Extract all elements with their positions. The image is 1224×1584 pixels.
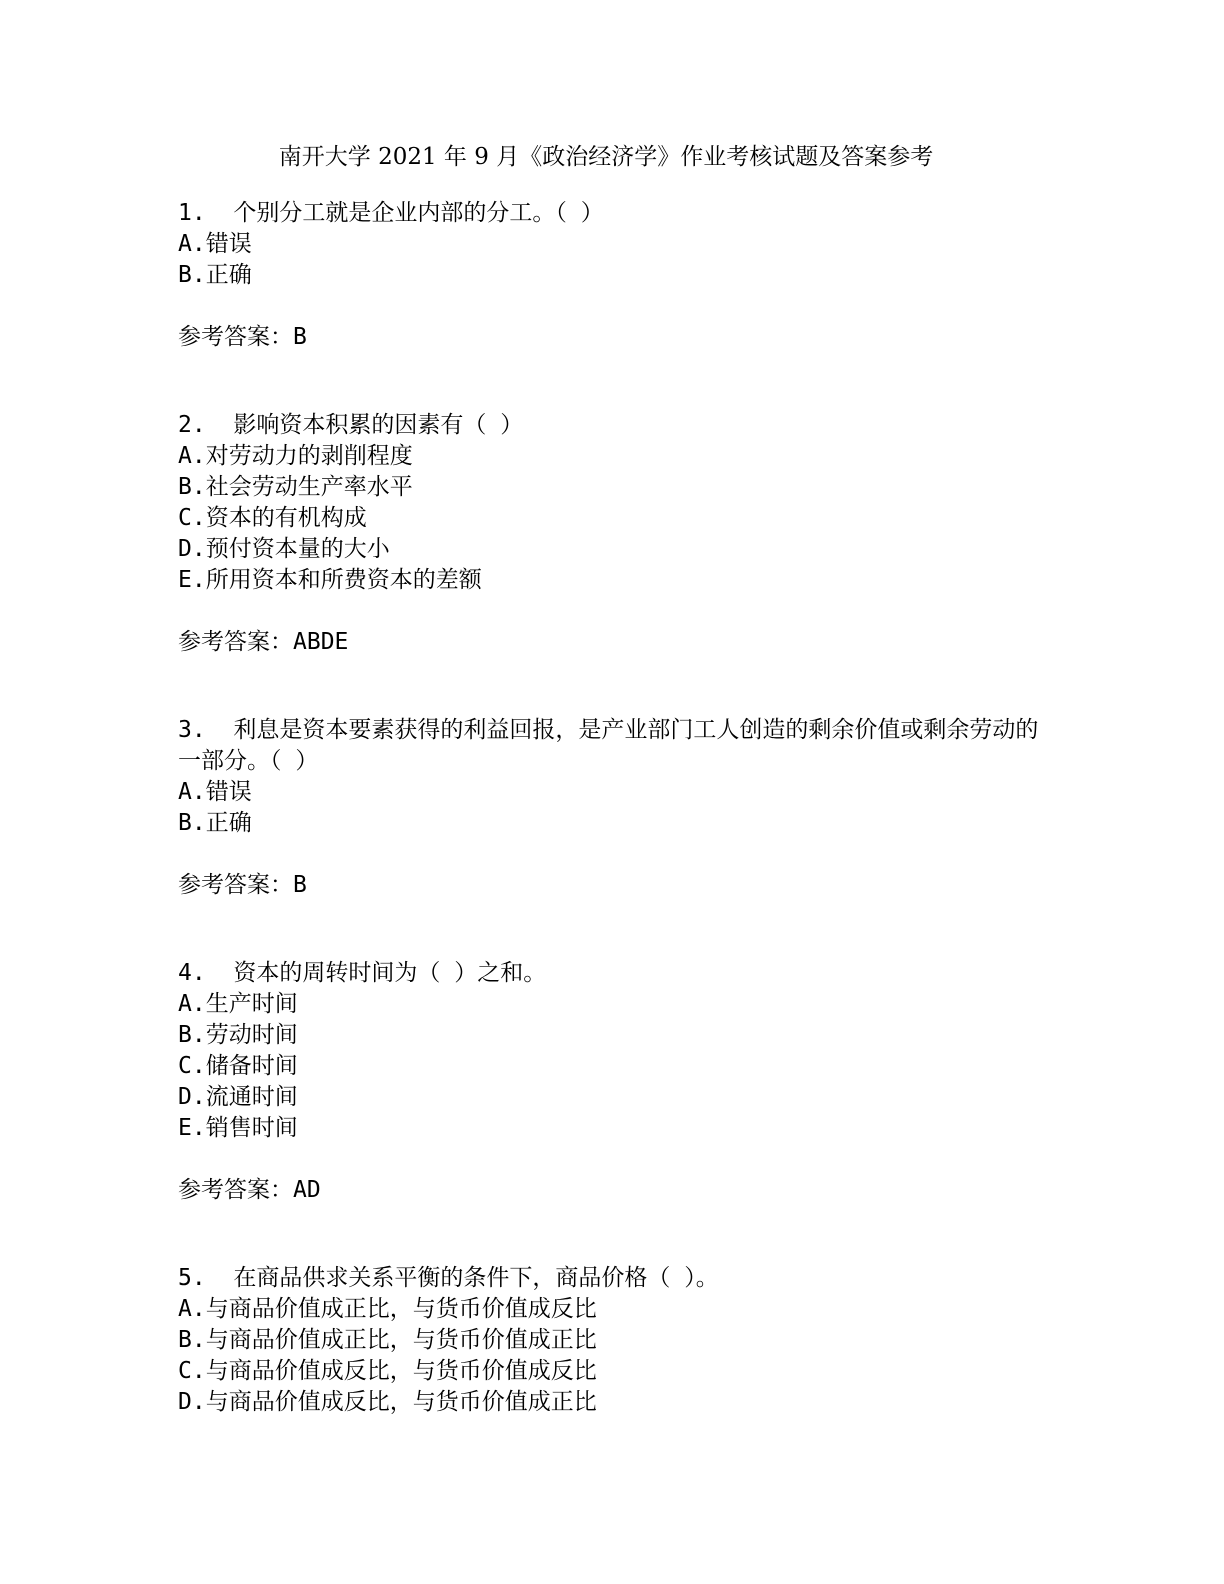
- answer-value: ABDE: [293, 629, 349, 655]
- question-4: [178, 958, 1048, 1206]
- question-number: 1.: [178, 200, 206, 226]
- answer-label: 参考答案：: [178, 872, 293, 898]
- reference-answer: [178, 1175, 1048, 1206]
- option-d: D.与商品价值成反比，与货币价值成正比: [178, 1389, 597, 1415]
- question-text: [178, 198, 1048, 229]
- option-e: E.销售时间: [178, 1115, 298, 1141]
- answer-value: AD: [293, 1177, 321, 1203]
- question-stem: 影响资本积累的因素有（ ）: [233, 412, 524, 438]
- option-a: A.错误: [178, 779, 252, 805]
- option-a: A.生产时间: [178, 991, 298, 1017]
- question-number: 2.: [178, 412, 206, 438]
- answer-value: B: [293, 324, 307, 350]
- reference-answer: [178, 627, 1048, 658]
- option-a: A.对劳动力的剥削程度: [178, 443, 413, 469]
- question-list: [178, 198, 1048, 1418]
- option-e: E.所用资本和所费资本的差额: [178, 567, 482, 593]
- reference-answer: [178, 322, 1048, 353]
- question-stem: 利息是资本要素获得的利益回报，是产业部门工人创造的剩余价值或剩余劳动的一部分。（ ）: [178, 717, 1039, 774]
- question-number: 4.: [178, 960, 206, 986]
- option-d: D.预付资本量的大小: [178, 536, 390, 562]
- question-2: [178, 410, 1048, 658]
- option-c: C.与商品价值成反比，与货币价值成反比: [178, 1358, 597, 1384]
- option-c: C.资本的有机构成: [178, 505, 367, 531]
- page-title: 南开大学 2021 年 9 月《政治经济学》作业考核试题及答案参考: [278, 144, 934, 170]
- answer-value: B: [293, 872, 307, 898]
- question-stem: 在商品供求关系平衡的条件下，商品价格（ ）。: [233, 1265, 719, 1291]
- question-stem: 资本的周转时间为（ ）之和。: [233, 960, 547, 986]
- question-text: [178, 958, 1048, 989]
- option-d: D.流通时间: [178, 1084, 298, 1110]
- question-3: [178, 715, 1048, 901]
- question-stem: 个别分工就是企业内部的分工。（ ）: [233, 200, 604, 226]
- option-b: B.劳动时间: [178, 1022, 298, 1048]
- option-b: B.正确: [178, 810, 252, 836]
- question-5: [178, 1263, 1048, 1418]
- option-b: B.正确: [178, 262, 252, 288]
- question-text: [178, 410, 1048, 441]
- option-c: C.储备时间: [178, 1053, 298, 1079]
- question-text: [178, 715, 1048, 777]
- option-b: B.与商品价值成正比，与货币价值成正比: [178, 1327, 597, 1353]
- option-a: A.与商品价值成正比，与货币价值成反比: [178, 1296, 597, 1322]
- question-1: [178, 198, 1048, 353]
- question-number: 3.: [178, 717, 206, 743]
- answer-label: 参考答案：: [178, 324, 293, 350]
- option-a: A.错误: [178, 231, 252, 257]
- answer-label: 参考答案：: [178, 629, 293, 655]
- option-b: B.社会劳动生产率水平: [178, 474, 413, 500]
- reference-answer: [178, 870, 1048, 901]
- question-text: [178, 1263, 1048, 1294]
- answer-label: 参考答案：: [178, 1177, 293, 1203]
- question-number: 5.: [178, 1265, 206, 1291]
